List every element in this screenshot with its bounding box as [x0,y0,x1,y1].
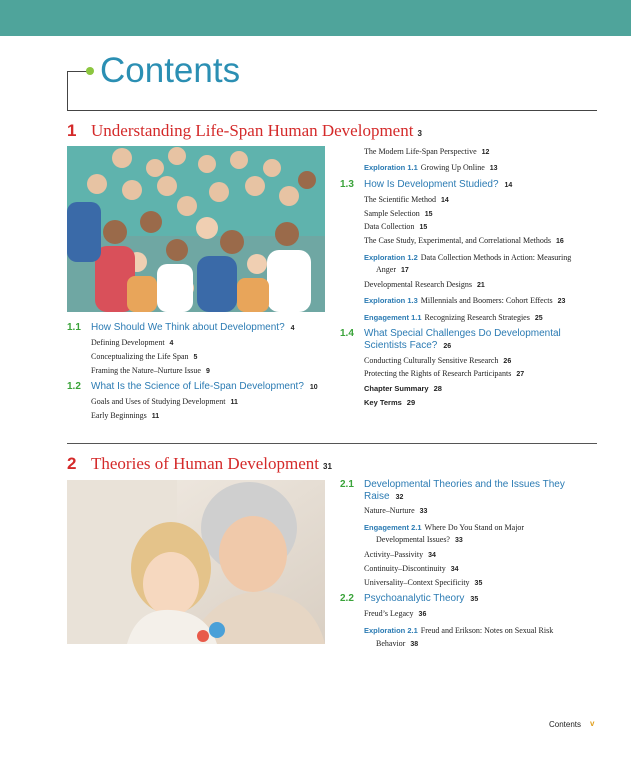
summary-page: 28 [433,384,442,393]
section-title: How Should We Think about Development? [91,322,285,333]
chapter-1-page: 3 [417,129,422,138]
toc-entry-page: 14 [440,197,449,204]
toc-entry[interactable] [91,337,173,349]
feature-label: Engagement 1.1 [364,313,422,322]
toc-entry-text: Activity–Passivity [364,550,424,559]
toc-entry-text: Protecting the Rights of Research Participants [364,369,512,378]
summary-text: Key Terms [364,398,402,407]
section-title: Developmental Theories and the Issues They [364,479,565,490]
chapter-2-page: 31 [323,462,332,471]
feature-label: Exploration 1.3 [364,296,418,305]
toc-entry-page: 15 [424,211,433,218]
chapter-2-photo [67,480,325,644]
chapter-2-title-text: Theories of Human Development [91,454,320,473]
section-1-4-link-continued[interactable] [364,340,451,353]
toc-entry[interactable] [364,146,489,158]
section-1-2-number: 1.2 [67,381,81,392]
feature-page: 25 [534,315,543,322]
feature-entry-continued[interactable] [376,638,418,650]
section-2-1-link[interactable] [364,479,565,491]
toc-entry-text: Goals and Uses of Studying Development [91,397,226,406]
toc-entry-page: 16 [556,238,564,245]
summary-page: 29 [406,398,416,407]
feature-text: Recognizing Research Strategies [424,313,530,322]
feature-page: 38 [410,641,419,648]
feature-text: Where Do You Stand on Major [424,523,525,532]
toc-entry-page: 15 [419,224,428,231]
feature-entry-continued[interactable] [376,534,463,546]
section-title: Psychoanalytic Theory [364,593,465,604]
toc-entry-page: 26 [503,358,512,365]
section-2-1-number: 2.1 [340,479,354,490]
feature-entry[interactable] [364,295,565,307]
feature-entry[interactable] [364,252,571,263]
title-rule [67,110,597,111]
toc-entry-text: Conceptualizing the Life Span [91,352,189,361]
toc-entry[interactable] [364,208,433,220]
section-title: Raise [364,491,390,502]
toc-entry[interactable] [364,235,564,247]
section-page: 10 [309,384,318,391]
chapter-1-number: 1 [67,121,77,140]
feature-label: Exploration 1.2 [364,253,418,262]
toc-entry-text: Data Collection [364,222,415,231]
toc-entry-text: The Case Study, Experimental, and Correlational Methods [364,236,551,245]
feature-text: Anger [376,265,396,274]
toc-entry-page: 21 [476,282,485,289]
feature-page: 33 [454,537,463,544]
toc-entry[interactable] [91,396,238,408]
toc-entry-text: Framing the Nature–Nurture Issue [91,366,201,375]
toc-entry-text: Developmental Research Designs [364,280,472,289]
section-1-4-link[interactable] [364,328,561,340]
key-terms-link[interactable] [364,397,415,408]
chapter-2-number: 2 [67,454,77,473]
toc-entry[interactable] [91,351,197,363]
toc-entry-page: 33 [419,508,428,515]
toc-entry-text: Nature–Nurture [364,506,415,515]
section-2-2-number: 2.2 [340,593,354,604]
title-bracket [67,71,68,111]
toc-entry-page: 5 [193,354,198,361]
toc-entry[interactable] [364,608,426,620]
toc-entry-text: Sample Selection [364,209,420,218]
feature-text: Freud and Erikson: Notes on Sexual Risk [420,626,554,635]
title-dot-icon [86,67,94,75]
toc-entry-text: Early Beginnings [91,411,147,420]
toc-entry-page: 35 [474,580,483,587]
section-1-1-number: 1.1 [67,322,81,333]
section-1-4-number: 1.4 [340,328,354,339]
toc-entry[interactable] [364,355,511,367]
toc-entry[interactable] [364,577,482,589]
toc-entry[interactable] [364,549,436,561]
header-color-band [0,0,631,36]
toc-entry[interactable] [364,368,524,380]
section-2-2-link[interactable] [364,593,478,606]
feature-label: Exploration 2.1 [364,626,418,635]
footer-page-number: v [590,719,595,728]
toc-entry-text: Defining Development [91,338,165,347]
feature-text: Behavior [376,639,406,648]
section-title: Scientists Face? [364,340,438,351]
chapter-1-title-text: Understanding Life-Span Human Development [91,121,414,140]
toc-entry[interactable] [364,279,485,291]
feature-text: Growing Up Online [420,163,485,172]
toc-entry-text: The Modern Life-Span Perspective [364,147,477,156]
toc-entry[interactable] [364,563,459,575]
toc-entry-page: 4 [169,340,174,347]
toc-entry-text: Universality–Context Specificity [364,578,470,587]
section-page: 4 [290,325,295,332]
feature-entry-continued[interactable] [376,264,409,276]
section-page: 26 [443,343,452,350]
chapter-summary-link[interactable] [364,383,442,394]
section-title: How Is Development Studied? [364,179,499,190]
section-1-3-number: 1.3 [340,179,354,190]
feature-entry[interactable] [364,625,553,636]
footer-label: Contents [549,720,582,729]
feature-text: Millennials and Boomers: Cohort Effects [420,296,553,305]
chapter-1-title[interactable] [91,121,422,144]
toc-entry-page: 36 [418,611,427,618]
section-page: 32 [395,494,404,501]
feature-entry[interactable] [364,162,498,174]
title-bracket-top [67,71,87,72]
section-page: 14 [504,182,513,189]
toc-entry-text: Conducting Culturally Sensitive Research [364,356,499,365]
toc-entry-page: 11 [151,413,160,420]
feature-text: Developmental Issues? [376,535,450,544]
toc-entry-page: 12 [481,149,490,156]
page-title: Contents [100,51,241,90]
toc-entry-page: 34 [450,566,459,573]
feature-entry[interactable] [364,522,524,533]
toc-entry-page: 27 [516,371,525,378]
section-1-1-link[interactable] [91,322,295,335]
toc-entry-page: 11 [230,399,238,406]
feature-text: Data Collection Methods in Action: Measuring [420,253,572,262]
section-page: 35 [470,596,479,603]
toc-entry[interactable] [91,365,210,377]
feature-entry[interactable] [364,312,543,324]
feature-label: Exploration 1.1 [364,163,418,172]
feature-label: Engagement 2.1 [364,523,422,532]
chapter-divider [67,443,597,444]
feature-page: 23 [557,298,566,305]
summary-text: Chapter Summary [364,384,429,393]
section-title: What Special Challenges Do Developmental [364,328,561,339]
toc-entry-page: 9 [205,368,210,375]
toc-entry-text: Freud’s Legacy [364,609,414,618]
toc-entry-text: Continuity–Discontinuity [364,564,446,573]
toc-entry[interactable] [364,505,427,517]
section-title: What Is the Science of Life-Span Development? [91,381,304,392]
chapter-2-title[interactable] [91,454,332,477]
section-1-2-link[interactable] [91,381,318,394]
toc-entry[interactable] [364,221,427,233]
toc-entry-text: The Scientific Method [364,195,436,204]
toc-entry[interactable] [91,410,159,422]
chapter-1-photo [67,146,325,312]
toc-entry-page: 34 [428,552,436,559]
feature-page: 17 [401,267,409,274]
section-2-1-link-continued[interactable] [364,491,403,504]
feature-page: 13 [489,165,498,172]
section-1-3-link[interactable] [364,179,512,192]
toc-entry[interactable] [364,194,449,206]
